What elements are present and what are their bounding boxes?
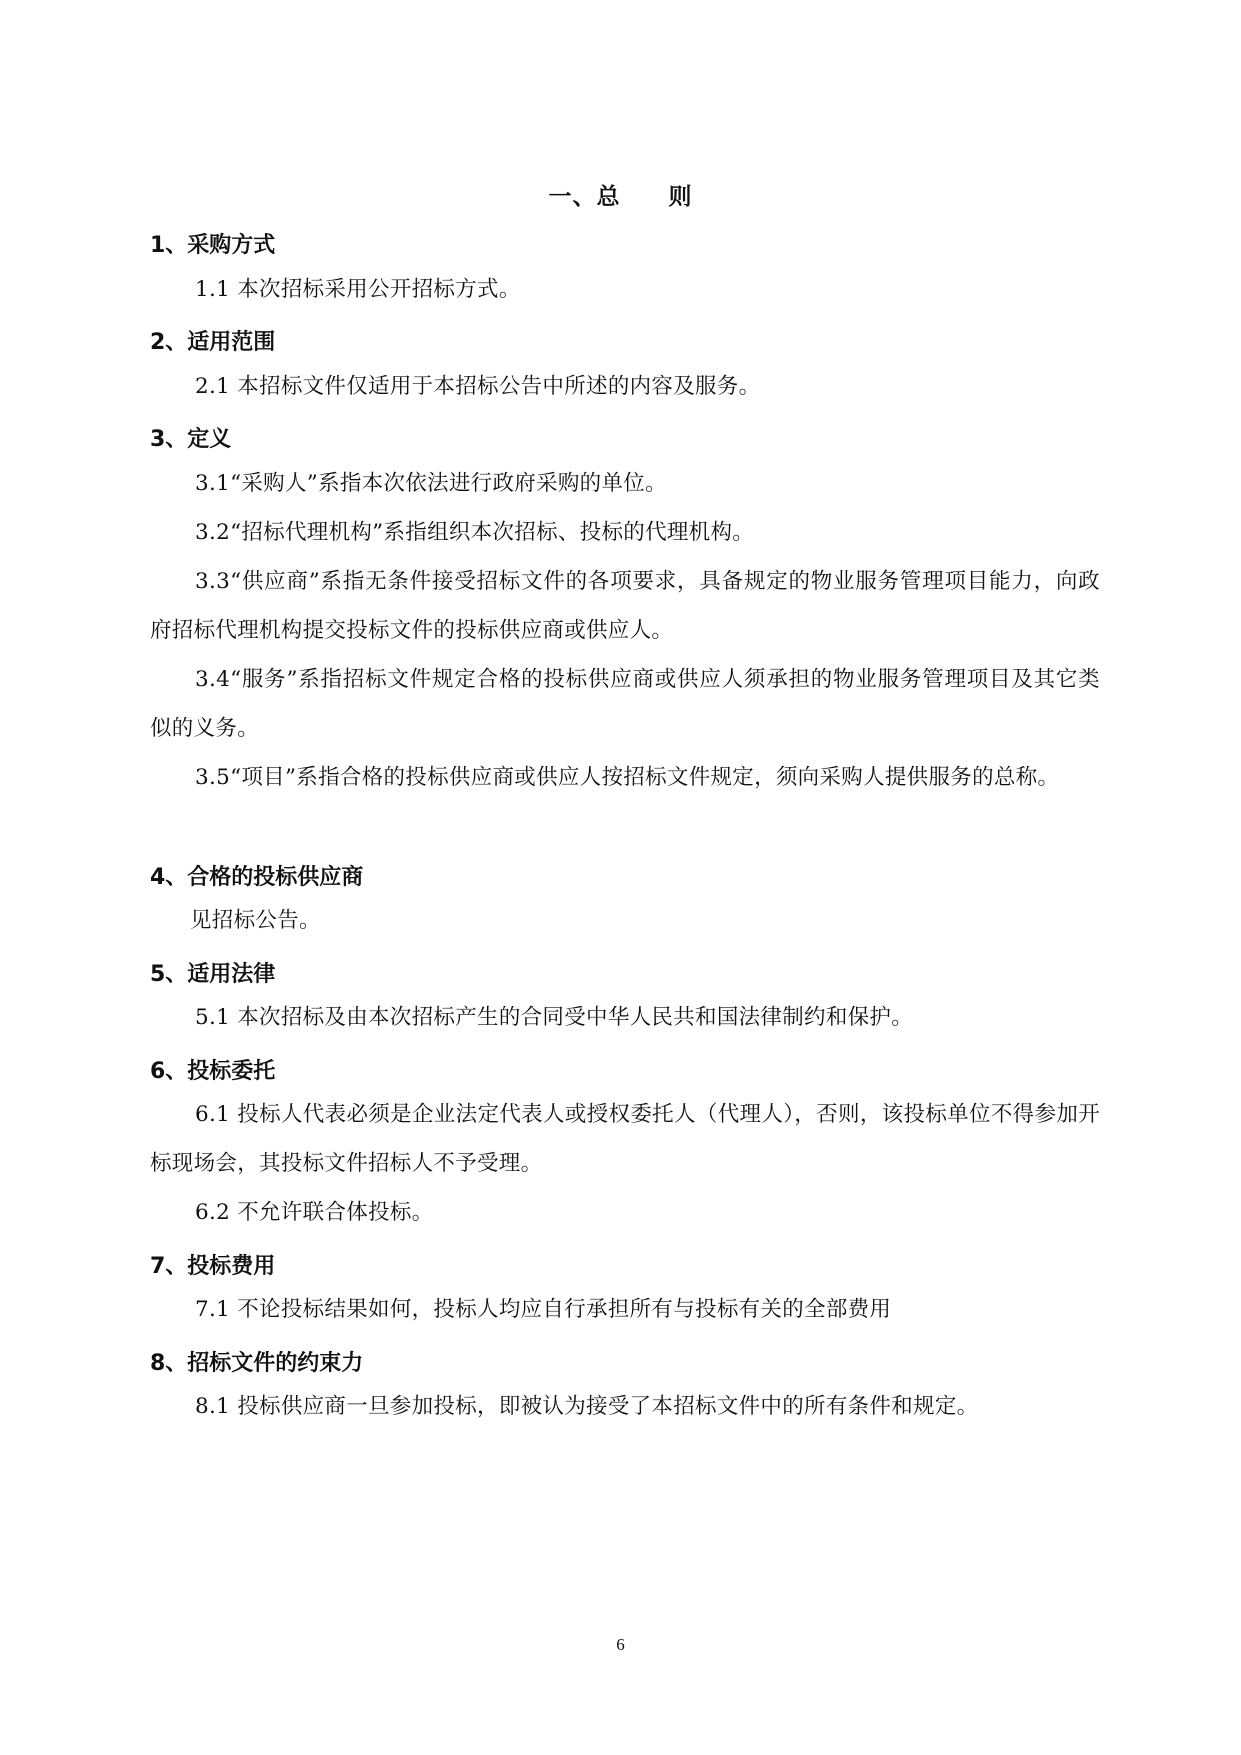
section-heading: 2、适用范围	[150, 330, 276, 355]
paragraph: 3.1“采购人”系指本次依法进行政府采购的单位。	[195, 471, 667, 496]
section-heading: 5、适用法律	[150, 962, 276, 987]
section-heading: 3、定义	[150, 427, 232, 452]
section-heading: 4、合格的投标供应商	[150, 865, 364, 890]
paragraph: 见招标公告。	[190, 908, 321, 933]
paragraph: 6.2 不允许联合体投标。	[195, 1200, 434, 1225]
paragraph: 8.1 投标供应商一旦参加投标，即被认为接受了本招标文件中的所有条件和规定。	[195, 1394, 979, 1419]
title-part1: 一、总	[548, 184, 621, 210]
paragraph: 1.1 本次招标采用公开招标方式。	[195, 277, 521, 302]
section-heading: 7、投标费用	[150, 1254, 276, 1279]
paragraph: 3.3“供应商”系指无条件接受招标文件的各项要求，具备规定的物业服务管理项目能力，向政府招标代理机构提交投标文件的投标供应商或供应人。	[150, 569, 1100, 643]
paragraph: 5.1 本次招标及由本次招标产生的合同受中华人民共和国法律制约和保护。	[195, 1005, 914, 1030]
page-title	[0, 178, 1241, 211]
section-heading: 1、采购方式	[150, 233, 276, 258]
page-number: 6	[616, 1635, 625, 1654]
paragraph: 3.2“招标代理机构”系指组织本次招标、投标的代理机构。	[195, 520, 755, 545]
paragraph: 3.5“项目”系指合格的投标供应商或供应人按招标文件规定，须向采购人提供服务的总称。	[195, 765, 1060, 790]
title-part2: 则	[668, 184, 693, 210]
section-heading: 6、投标委托	[150, 1059, 276, 1084]
section-heading: 8、招标文件的约束力	[150, 1351, 364, 1376]
paragraph: 7.1 不论投标结果如何，投标人均应自行承担所有与投标有关的全部费用	[195, 1297, 892, 1322]
paragraph: 2.1 本招标文件仅适用于本招标公告中所述的内容及服务。	[195, 374, 761, 399]
paragraph: 3.4“服务”系指招标文件规定合格的投标供应商或供应人须承担的物业服务管理项目及其它类似的义务。	[150, 667, 1100, 741]
paragraph: 6.1 投标人代表必须是企业法定代表人或授权委托人（代理人），否则，该投标单位不得参加开标现场会，其投标文件招标人不予受理。	[150, 1102, 1100, 1176]
